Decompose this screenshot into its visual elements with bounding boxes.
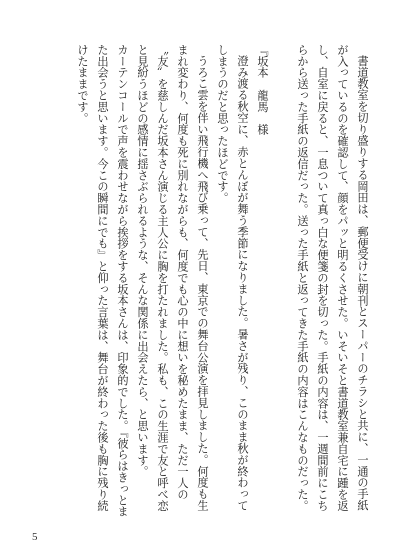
letter-paragraph-autumn: 澄み渡る秋空に、赤とんぼが舞う季節になりました。暑さが残り、このまま秋が終わってしまうのだと思ったほどです。 — [216, 44, 249, 512]
vertical-text-body — [16, 44, 372, 518]
paragraph-opening: 書道教室を切り盛りする岡田は、郵便受けに朝刊とスーパーのチラシと共に、一通の手紙が入っているのを確認して、顔をパッと明るくさせた。いそいそと書道教室兼自宅に踵を返し、自室に戻ると、一息ついて真っ白な便箋の封を切った。手紙の内容は、一週間前にこちらから送った手紙の返信だった。送った手紙と返ってきた手紙の内容はこんなものだった。 — [296, 44, 369, 512]
letter-salutation: 『坂本 龍馬 様 — [256, 44, 269, 136]
page-number: 5 — [32, 531, 38, 543]
letter-paragraph-performance: うろこ雲を伴い飛行機へ飛び乗って、先日、東京での舞台公演を拝見しました。何度も生まれ変わり、何度も死に別れながらも、何度でも心の中に想いを秘めたまま、ただ一人の〝友〟を慈しんだ坂本さん演じる主人公に胸を打たれました。私も、この生涯で友と呼べ恋と見紛うほどの感情に揺さぶられるような、そんな関係に出会えたら、と思います。 — [136, 44, 209, 512]
letter-paragraph-curtain-call: カーテンコールで声を震わせながら挨拶をする坂本さんは、印象的でした。『彼らはきっとまた出会うと思います。今この瞬間にでも』と仰った言葉は、舞台が終わった後も胸に残り続けたままです。 — [76, 44, 129, 518]
paragraph-spacer — [272, 44, 292, 518]
